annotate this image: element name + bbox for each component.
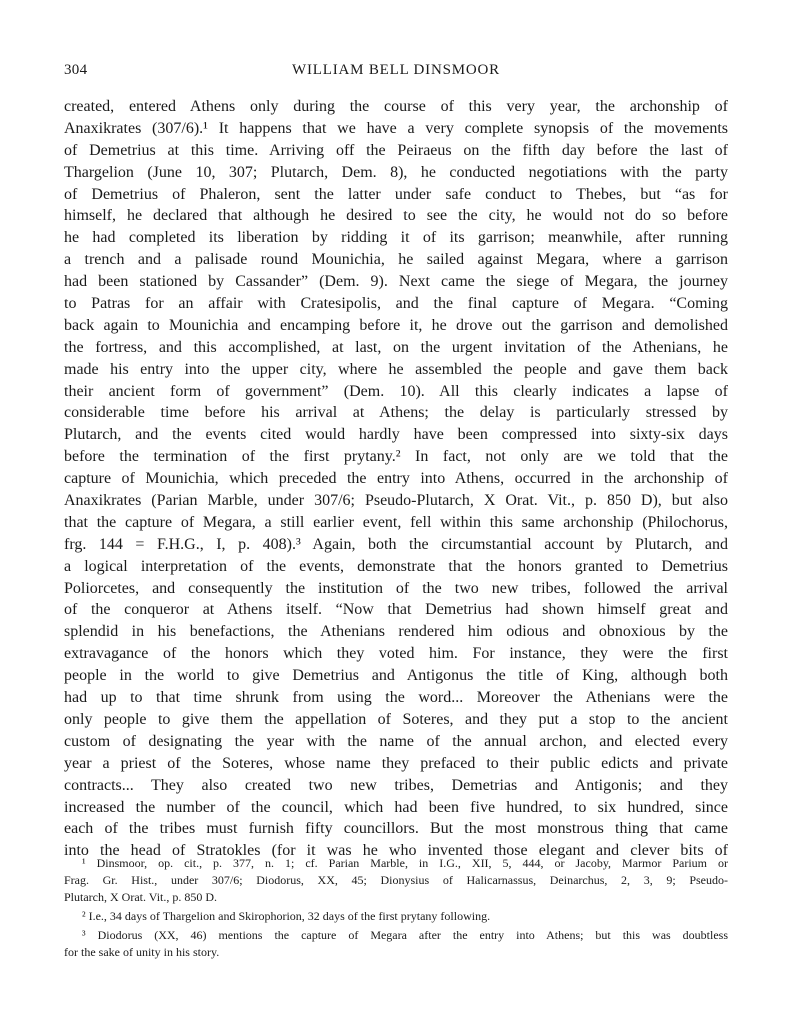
text-line: a trench and a palisade round Mounichia, he sailed against Megara, where a garrison (64, 251, 728, 269)
text-line: people in the world to give Demetrius and Antigonus the title of King, although both (64, 667, 728, 685)
text-line: Anaxikrates (307/6).¹ It happens that we have a very complete synopsis of the movements (64, 119, 728, 137)
text-line: back again to Mounichia and encamping before it, he drove out the garrison and demolished (64, 316, 728, 334)
text-line: before the termination of the first prytany.² In fact, not only are we told that the (64, 448, 728, 466)
running-head: WILLIAM BELL DINSMOOR (292, 62, 500, 78)
text-line: splendid in his benefactions, the Athenians rendered him odious and obnoxious by the (64, 623, 728, 641)
text-line: to Patras for an affair with Cratesipolis, and the final capture of Megara. “Coming (64, 295, 728, 313)
text-line: Anaxikrates (Parian Marble, under 307/6; Pseudo-Plutarch, X Orat. Vit., p. 850 D), but also (64, 492, 728, 510)
text-line: of the conqueror at Athens itself. “Now that Demetrius had shown himself great and (64, 601, 728, 619)
text-line: of Demetrius of Phaleron, sent the latter under safe conduct to Thebes, but “as for (64, 185, 728, 203)
text-line: the fortress, and this accomplished, at last, on the urgent invitation of the Athenians, he (64, 338, 728, 356)
text-line: into the head of Stratokles (for it was he who invented those elegant and clever bits of (64, 842, 728, 860)
text-line: that the capture of Megara, a still earlier event, fell within this same archonship (Philochorus, (64, 513, 728, 531)
text-line: extravagance of the honors which they voted him. For instance, they were the first (64, 645, 728, 663)
footnote-3-line: ³ Diodorus (XX, 46) mentions the capture of Megara after the entry into Athens; but this was doubtless (82, 928, 728, 942)
page-header (64, 62, 728, 82)
text-line: custom of designating the year with the name of the annual archon, and elected every (64, 732, 728, 750)
text-line: frg. 144 = F.H.G., I, p. 408).³ Again, both the circumstantial account by Plutarch, and (64, 535, 728, 553)
text-line: contracts... They also created two new tribes, Demetrias and Antigonis; and they (64, 776, 728, 794)
footnote-1-line: Plutarch, X Orat. Vit., p. 850 D. (64, 890, 218, 904)
text-line: a logical interpretation of the events, demonstrate that the honors granted to Demetrius (64, 557, 728, 575)
text-line: each of the tribes must furnish fifty councillors. But the most monstrous thing that came (64, 820, 728, 838)
text-line: increased the number of the council, which had been five hundred, to six hundred, since (64, 798, 728, 816)
body-paragraph (64, 96, 728, 862)
page-number: 304 (64, 62, 88, 78)
text-line: considerable time before his arrival at Athens; the delay is particularly stressed by (64, 404, 728, 422)
text-line: Poliorcetes, and consequently the institution of the two new tribes, followed the arrival (64, 579, 728, 597)
text-line: created, entered Athens only during the course of this very year, the archonship of (64, 98, 728, 115)
text-line: himself, he declared that although he desired to see the city, he would not do so before (64, 207, 728, 225)
text-line: year a priest of the Soteres, whose name they prefaced to their public edicts and private (64, 754, 728, 772)
text-line: their ancient form of government” (Dem. 10). All this clearly indicates a lapse of (64, 382, 728, 400)
footnote-3-line: for the sake of unity in his story. (64, 945, 220, 959)
text-line: capture of Mounichia, which preceded the entry into Athens, occurred in the archonship of (64, 470, 728, 488)
footnote-1-line: ¹ Dinsmoor, op. cit., p. 377, n. 1; cf. Parian Marble, in I.G., XII, 5, 444, or Jacoby, Marmor Parium or (82, 856, 728, 870)
text-line: had been stationed by Cassander” (Dem. 9). Next came the siege of Megara, the journey (64, 273, 728, 291)
footnote-1-line: Frag. Gr. Hist., under 307/6; Diodorus, XX, 45; Dionysius of Halicarnassus, Deinarchus, 2, 3, 9; Pseudo- (64, 873, 728, 887)
footnote-2-line: ² I.e., 34 days of Thargelion and Skirophorion, 32 days of the first prytany following. (82, 909, 491, 923)
text-line: he had completed its liberation by ridding it of its garrison; meanwhile, after running (64, 229, 728, 247)
text-line: Plutarch, and the events cited would hardly have been compressed into sixty-six days (64, 426, 728, 444)
text-line: Thargelion (June 10, 307; Plutarch, Dem. 8), he conducted negotiations with the party (64, 163, 728, 181)
text-line: had up to that time shrunk from using the word... Moreover the Athenians were the (64, 689, 728, 707)
text-line: only people to give them the appellation of Soteres, and they put a stop to the ancient (64, 710, 728, 728)
text-line: made his entry into the upper city, where he assembled the people and gave them back (64, 360, 728, 378)
text-line: of Demetrius at this time. Arriving off the Peiraeus on the fifth day before the last of (64, 141, 728, 159)
footnotes (64, 855, 728, 961)
